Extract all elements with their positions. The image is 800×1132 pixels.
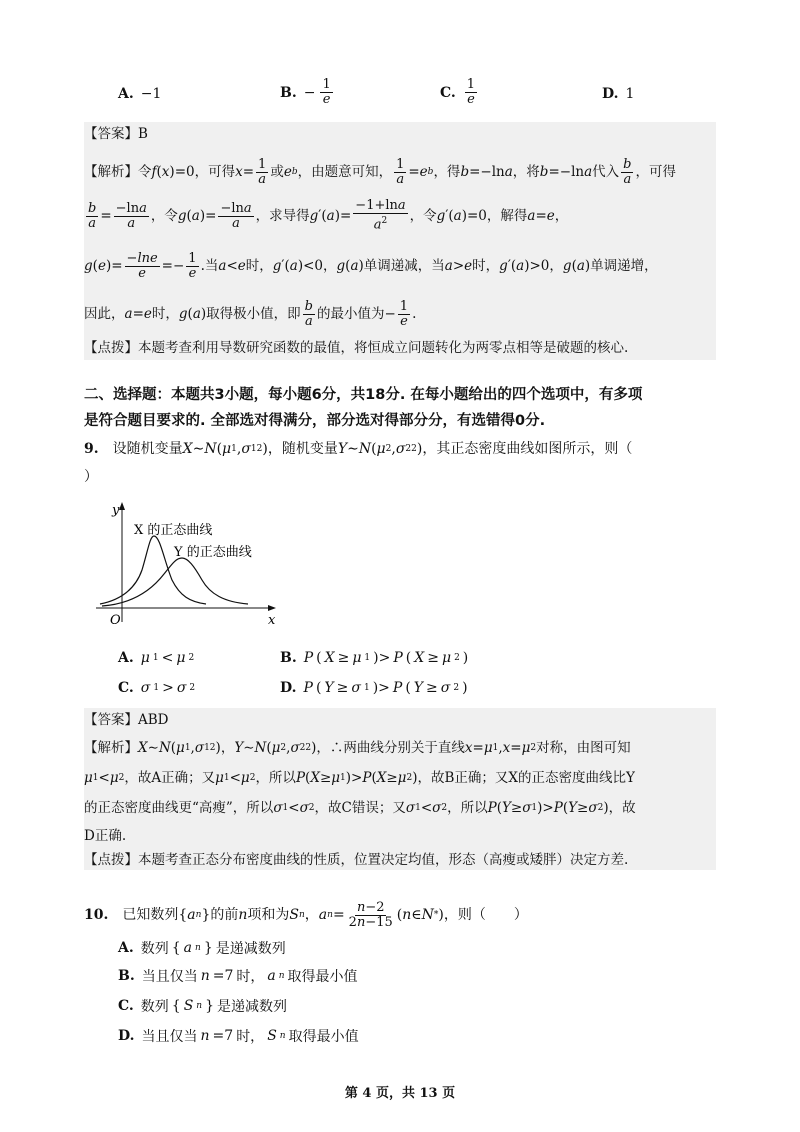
q9-analysis-line-3: 的正态密度曲线更“高瘦”，所以 σ 1 < σ 2 ，故C错误；又 σ 1 < σ 2 ，所以 P ( Y ≥ σ 1 )> P ( Y ≥ σ 2 ) ，故 [84,800,636,816]
q9-option-c[interactable]: C. σ 1 > σ 2 [118,680,196,696]
q8-analysis-line-2: $\frac{b}{a}$ = $\frac{-\ln a}{a}$ ，令 g ( a )= $\frac{-\ln a}{a}$ ，求导得 g ′( a )= $\frac{-1+\ln a}{a^2}$ ，令 g ′( a ) =0，解得 a = e ， [88,198,569,233]
x-axis-arrow [268,605,276,611]
q9-tip: 【点拨】本题考查正态分布密度曲线的性质，位置决定均值，形态（高瘦或矮胖）决定方差. [84,852,629,868]
q9-analysis-line-2: μ 1 < μ 2 ，故A正确；又 μ 1 < μ 2 ，所以 P ( X ≥ μ 1 )> P ( X ≥ μ 2 ) ，故B正确；又X的正态密度曲线比Y [84,770,635,786]
q9-analysis-line-1: 【解析】 X ∼ N ( μ 1 , σ 1 2 ) ， Y ∼ N ( μ 2 , σ 2 2 ) ，∴两曲线分别关于直线 x = μ 1 , x = μ 2 对称，由图可知 [84,740,631,756]
q10-option-b[interactable]: B. 当且仅当 n =7 时， a n 取得最小值 [118,968,358,985]
y-curve-label: Y 的正态曲线 [174,545,252,560]
section-2-title-line-2: 是符合题目要求的. 全部选对得满分，部分选对得部分分，有选错得0分. [84,413,546,429]
q9-option-d[interactable]: D. P ( Y ≥ σ 1 )> P ( Y ≥ σ 2 ) [280,680,468,696]
y-axis-arrow [119,502,125,510]
q10-option-a[interactable]: A. 数列 { a n } 是递减数列 [118,940,286,957]
q9-analysis-line-4: D正确. [84,828,127,844]
page-footer: 第 4 页，共 13 页 [344,1086,456,1101]
q9-stem: 9. 设随机变量 X ∼ N ( μ 1 , σ 1 2 ) ，随机变量 Y ∼ N ( μ 2 , σ 2 2 ) ，其正态密度曲线如图所示，则（ [84,441,633,457]
q8-options [118,77,718,110]
x-curve-label: X 的正态曲线 [134,523,213,538]
q9-stem-close: ） [84,469,98,485]
y-axis-label: y [112,503,120,518]
q9-answer: 【答案】ABD [84,712,169,728]
q8-option-d[interactable]: D. 1 [602,86,635,102]
y-normal-curve [102,558,248,606]
q8-option-b-fraction: $\frac{1}{e}$ [322,77,331,107]
section-2-title-line-1: 二、选择题：本题共3小题，每小题6分，共18分. 在每小题给出的四个选项中，有多项 [84,387,643,403]
q8-analysis-line-3: g ( e )= $\frac{-\ln e}{e}$ =− $\frac{1}{e}$ . 当 a < e 时， g ′( a ) <0， g ( a ) 单调递减，当 a > e 时， g ′( a ) >0， g ( a ) 单调递增， [84,250,658,281]
x-axis-label: x [268,613,276,628]
q8-option-a[interactable]: A. −1 [118,86,162,102]
q10-stem: 10. 已知数列 { a n } 的前 n 项和为 S n ， a n = $\frac{n-2}{2n-15}$ ( n ∈ N * ) ，则（ ） [84,899,528,930]
q8-tip: 【点拨】本题考查利用导数研究函数的最值，将恒成立问题转化为两零点相等是破题的核心. [84,340,629,356]
q8-option-c-fraction: $\frac{1}{e}$ [466,77,476,107]
q8-answer: 【答案】B [84,126,148,142]
q8-analysis-line-4: 因此， a = e 时， g ( a ) 取得极小值，即 $\frac{b}{a}$ 的最小值为 − $\frac{1}{e}$ . [84,298,417,329]
q9-option-a[interactable]: A. μ 1 < μ 2 [118,650,195,666]
q9-options-row-2 [118,680,718,704]
origin-label: O [110,613,121,628]
q8-analysis-line-1: 【解析】 令 f ( x ) =0，可得 x = $\frac{1}{a}$ 或 e b ，由题意可知， $\frac{1}{a}$ = e b ，得 b =−ln a ，将 b =−ln a 代入 $\frac{b}{a}$ ，可得 [84,156,676,187]
q10-option-c[interactable]: C. 数列 { S n } 是递减数列 [118,998,288,1015]
q9-normal-curves-figure [90,500,290,628]
q8-option-b[interactable]: B. − $\frac{1}{e}$ [280,77,331,107]
q9-options-row-1 [118,650,718,674]
q9-option-b[interactable]: B. P ( X ≥ μ 1 )> P ( X ≥ μ 2 ) [280,650,469,666]
q8-option-c[interactable]: C. $\frac{1}{e}$ [440,77,476,107]
q10-option-d[interactable]: D. 当且仅当 n =7 时， S n 取得最小值 [118,1028,359,1045]
